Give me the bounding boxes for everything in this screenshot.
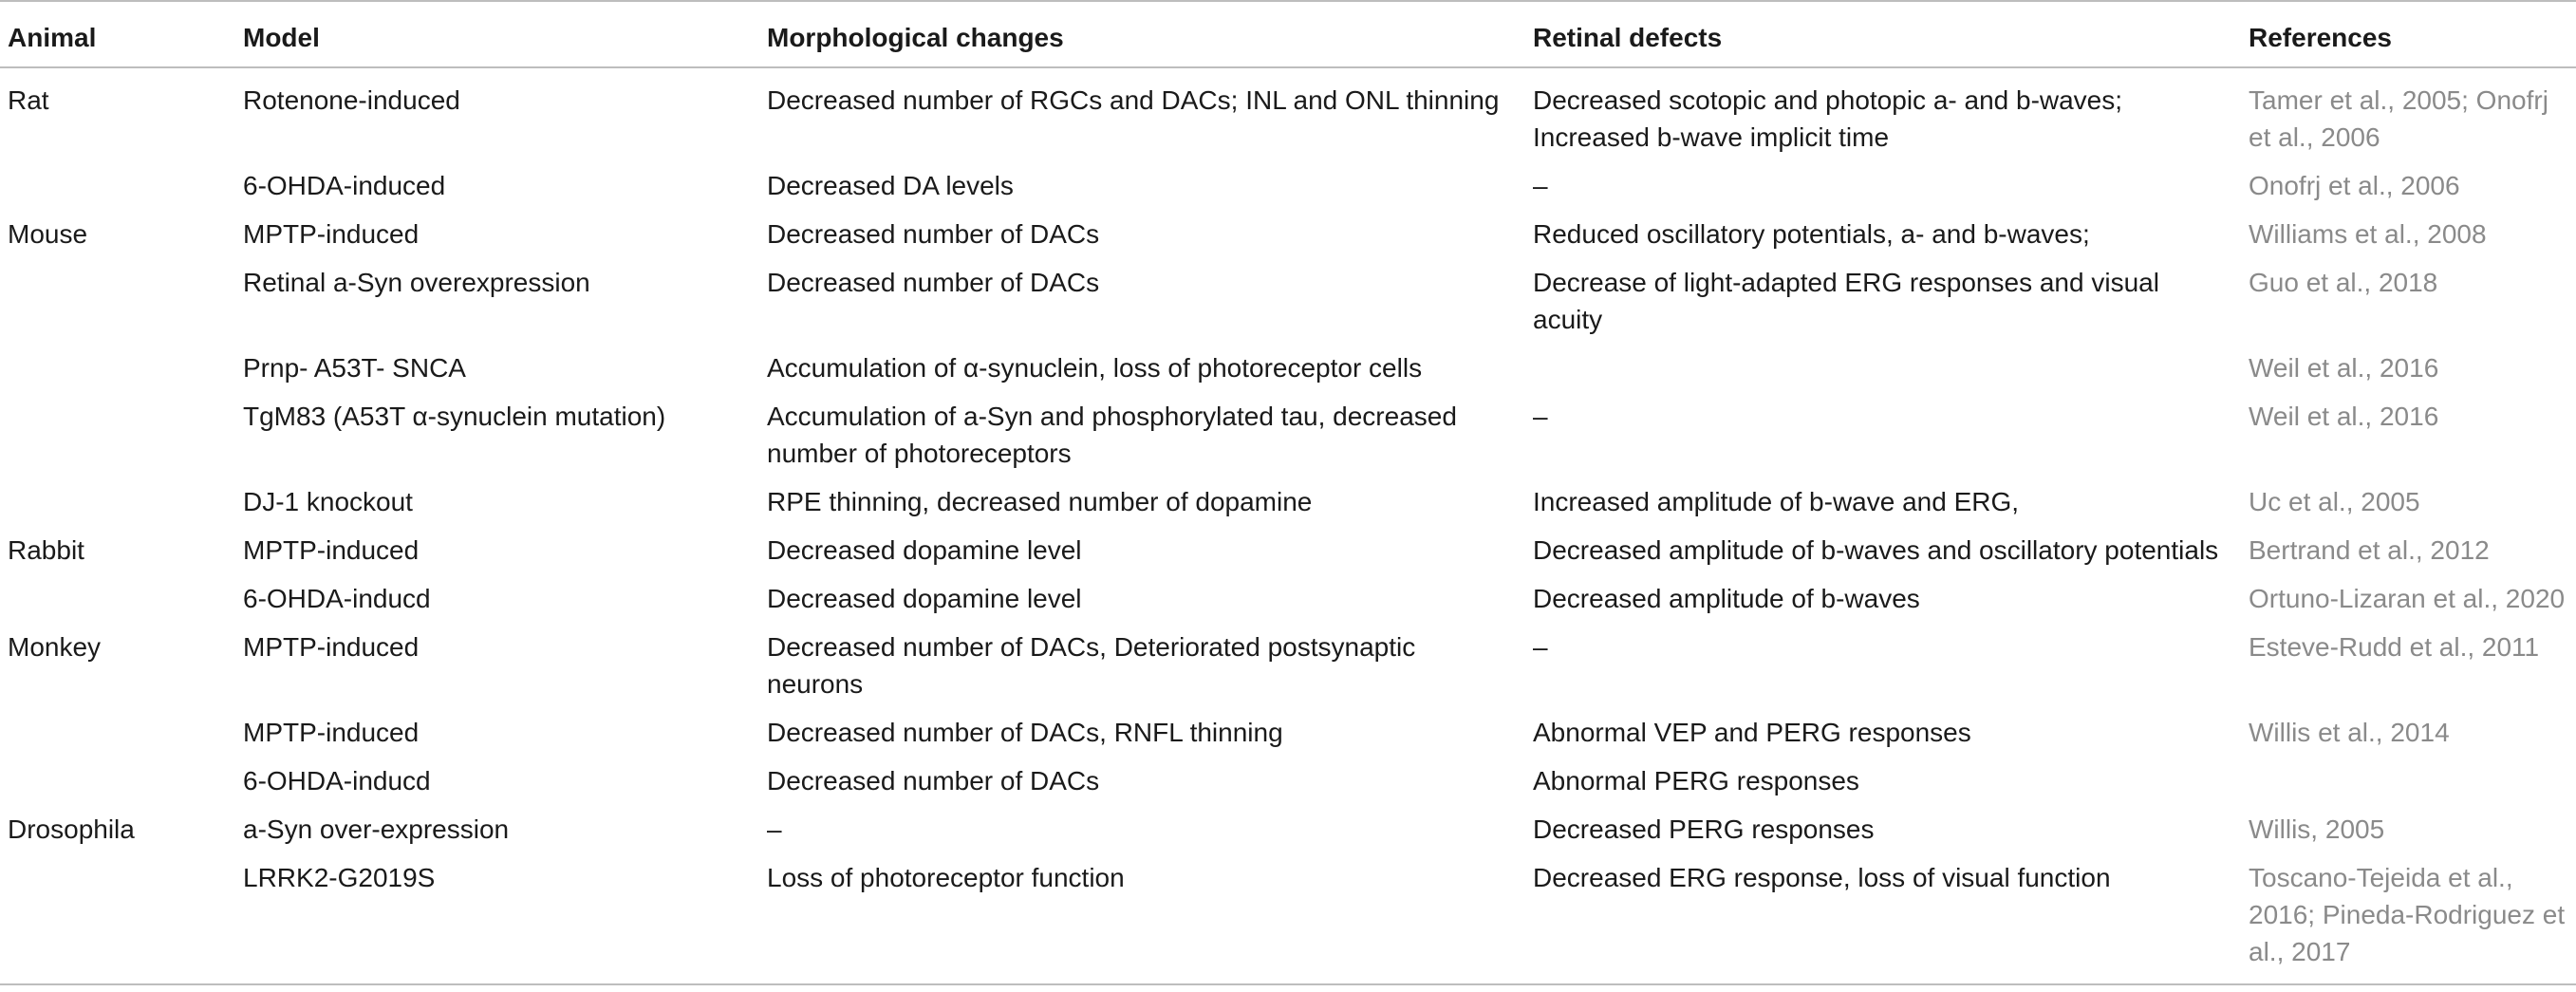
cell-animal (0, 710, 235, 758)
cell-retinal-defects: Decreased amplitude of b-waves and oscillatory potentials (1533, 535, 2219, 565)
cell-model: 6-OHDA-inducd (243, 766, 431, 795)
cell-references-link[interactable]: Williams et al., 2008 (2249, 219, 2487, 249)
cell-model: Prnp- A53T- SNCA (243, 353, 466, 383)
cell-references-link[interactable]: Onofrj et al., 2006 (2249, 171, 2460, 200)
cell-animal (0, 394, 235, 479)
table-header (0, 1, 2576, 67)
table-row (0, 67, 2576, 163)
cell-retinal-defects: Decreased ERG response, loss of visual function (1533, 863, 2111, 892)
table-row (0, 260, 2576, 346)
cell-retinal-defects: Decrease of light-adapted ERG responses and visual acuity (1533, 268, 2159, 334)
cell-references-link[interactable]: Weil et al., 2016 (2249, 402, 2439, 431)
cell-animal (0, 855, 235, 984)
table-row (0, 163, 2576, 212)
table-row (0, 710, 2576, 758)
cell-retinal-defects: Increased amplitude of b-wave and ERG, (1533, 487, 2020, 516)
cell-retinal-defects: Abnormal VEP and PERG responses (1533, 718, 1971, 747)
cell-model: 6-OHDA-induced (243, 171, 446, 200)
cell-references-link[interactable]: Tamer et al., 2005; Onofrj et al., 2006 (2249, 85, 2548, 152)
cell-references-link[interactable]: Uc et al., 2005 (2249, 487, 2420, 516)
cell-morphological-changes: Decreased number of DACs, RNFL thinning (767, 718, 1283, 747)
cell-retinal-defects: – (1533, 402, 1548, 431)
table-body (0, 67, 2576, 984)
cell-retinal-defects (1525, 346, 2241, 394)
cell-model: 6-OHDA-inducd (243, 584, 431, 613)
cell-retinal-defects: – (1533, 171, 1548, 200)
cell-morphological-changes: Decreased number of DACs (767, 268, 1100, 297)
header-row (0, 1, 2576, 67)
cell-retinal-defects: Decreased scotopic and photopic a- and b-waves; Increased b-wave implicit time (1533, 85, 2123, 152)
cell-animal: Drosophila (8, 814, 135, 844)
header-retinal-defects: Retinal defects (1533, 23, 1723, 52)
cell-retinal-defects: – (1533, 632, 1548, 662)
cell-references-link[interactable]: Willis, 2005 (2249, 814, 2385, 844)
cell-model: Rotenone-induced (243, 85, 460, 115)
table-row (0, 346, 2576, 394)
cell-model: MPTP-induced (243, 535, 420, 565)
cell-animal: Mouse (8, 219, 88, 249)
header-morphological-changes: Morphological changes (767, 23, 1064, 52)
header-animal: Animal (8, 23, 97, 52)
header-model: Model (243, 23, 320, 52)
cell-morphological-changes: Decreased dopamine level (767, 584, 1082, 613)
cell-animal (0, 758, 235, 807)
cell-animal: Monkey (8, 632, 102, 662)
cell-animal (0, 163, 235, 212)
cell-morphological-changes: Decreased number of DACs, Deteriorated postsynaptic neurons (767, 632, 1416, 699)
cell-morphological-changes: Accumulation of a-Syn and phosphorylated tau, decreased number of photoreceptors (767, 402, 1457, 468)
header-references: References (2249, 23, 2392, 52)
cell-animal (0, 576, 235, 625)
cell-morphological-changes: Decreased number of DACs (767, 219, 1100, 249)
cell-animal (0, 346, 235, 394)
cell-model: TgM83 (A53T α-synuclein mutation) (243, 402, 666, 431)
cell-animal (0, 479, 235, 528)
cell-references-link[interactable]: Guo et al., 2018 (2249, 268, 2438, 297)
cell-model: a-Syn over-expression (243, 814, 510, 844)
cell-retinal-defects: Abnormal PERG responses (1533, 766, 1859, 795)
table-row (0, 394, 2576, 479)
cell-model: DJ-1 knockout (243, 487, 413, 516)
cell-references-link[interactable] (2241, 758, 2576, 807)
cell-model: LRRK2-G2019S (243, 863, 436, 892)
table-row (0, 807, 2576, 855)
cell-morphological-changes: Decreased dopamine level (767, 535, 1082, 565)
table-row (0, 212, 2576, 260)
cell-morphological-changes: Decreased DA levels (767, 171, 1014, 200)
cell-morphological-changes: RPE thinning, decreased number of dopamine (767, 487, 1313, 516)
cell-retinal-defects: Decreased amplitude of b-waves (1533, 584, 1920, 613)
cell-model: MPTP-induced (243, 718, 420, 747)
table-row (0, 625, 2576, 710)
cell-retinal-defects: Reduced oscillatory potentials, a- and b-waves; (1533, 219, 2090, 249)
table-row (0, 855, 2576, 984)
cell-model: MPTP-induced (243, 219, 420, 249)
cell-animal: Rat (8, 85, 49, 115)
cell-model: MPTP-induced (243, 632, 420, 662)
table-row (0, 528, 2576, 576)
cell-references-link[interactable]: Esteve-Rudd et al., 2011 (2249, 632, 2540, 662)
table-row (0, 576, 2576, 625)
cell-model: Retinal a-Syn overexpression (243, 268, 590, 297)
cell-references-link[interactable]: Toscano-Tejeida et al., 2016; Pineda-Rodriguez et al., 2017 (2249, 863, 2566, 966)
cell-references-link[interactable]: Weil et al., 2016 (2249, 353, 2439, 383)
cell-references-link[interactable]: Bertrand et al., 2012 (2249, 535, 2490, 565)
cell-references-link[interactable]: Willis et al., 2014 (2249, 718, 2450, 747)
cell-animal (0, 260, 235, 346)
cell-morphological-changes: Loss of photoreceptor function (767, 863, 1125, 892)
cell-morphological-changes: Accumulation of α-synuclein, loss of photoreceptor cells (767, 353, 1423, 383)
cell-morphological-changes: Decreased number of RGCs and DACs; INL and ONL thinning (767, 85, 1500, 115)
cell-animal: Rabbit (8, 535, 84, 565)
cell-references-link[interactable]: Ortuno-Lizaran et al., 2020 (2249, 584, 2566, 613)
cell-morphological-changes: Decreased number of DACs (767, 766, 1100, 795)
table-row (0, 758, 2576, 807)
cell-retinal-defects: Decreased PERG responses (1533, 814, 1875, 844)
table-row (0, 479, 2576, 528)
cell-morphological-changes: – (767, 814, 782, 844)
